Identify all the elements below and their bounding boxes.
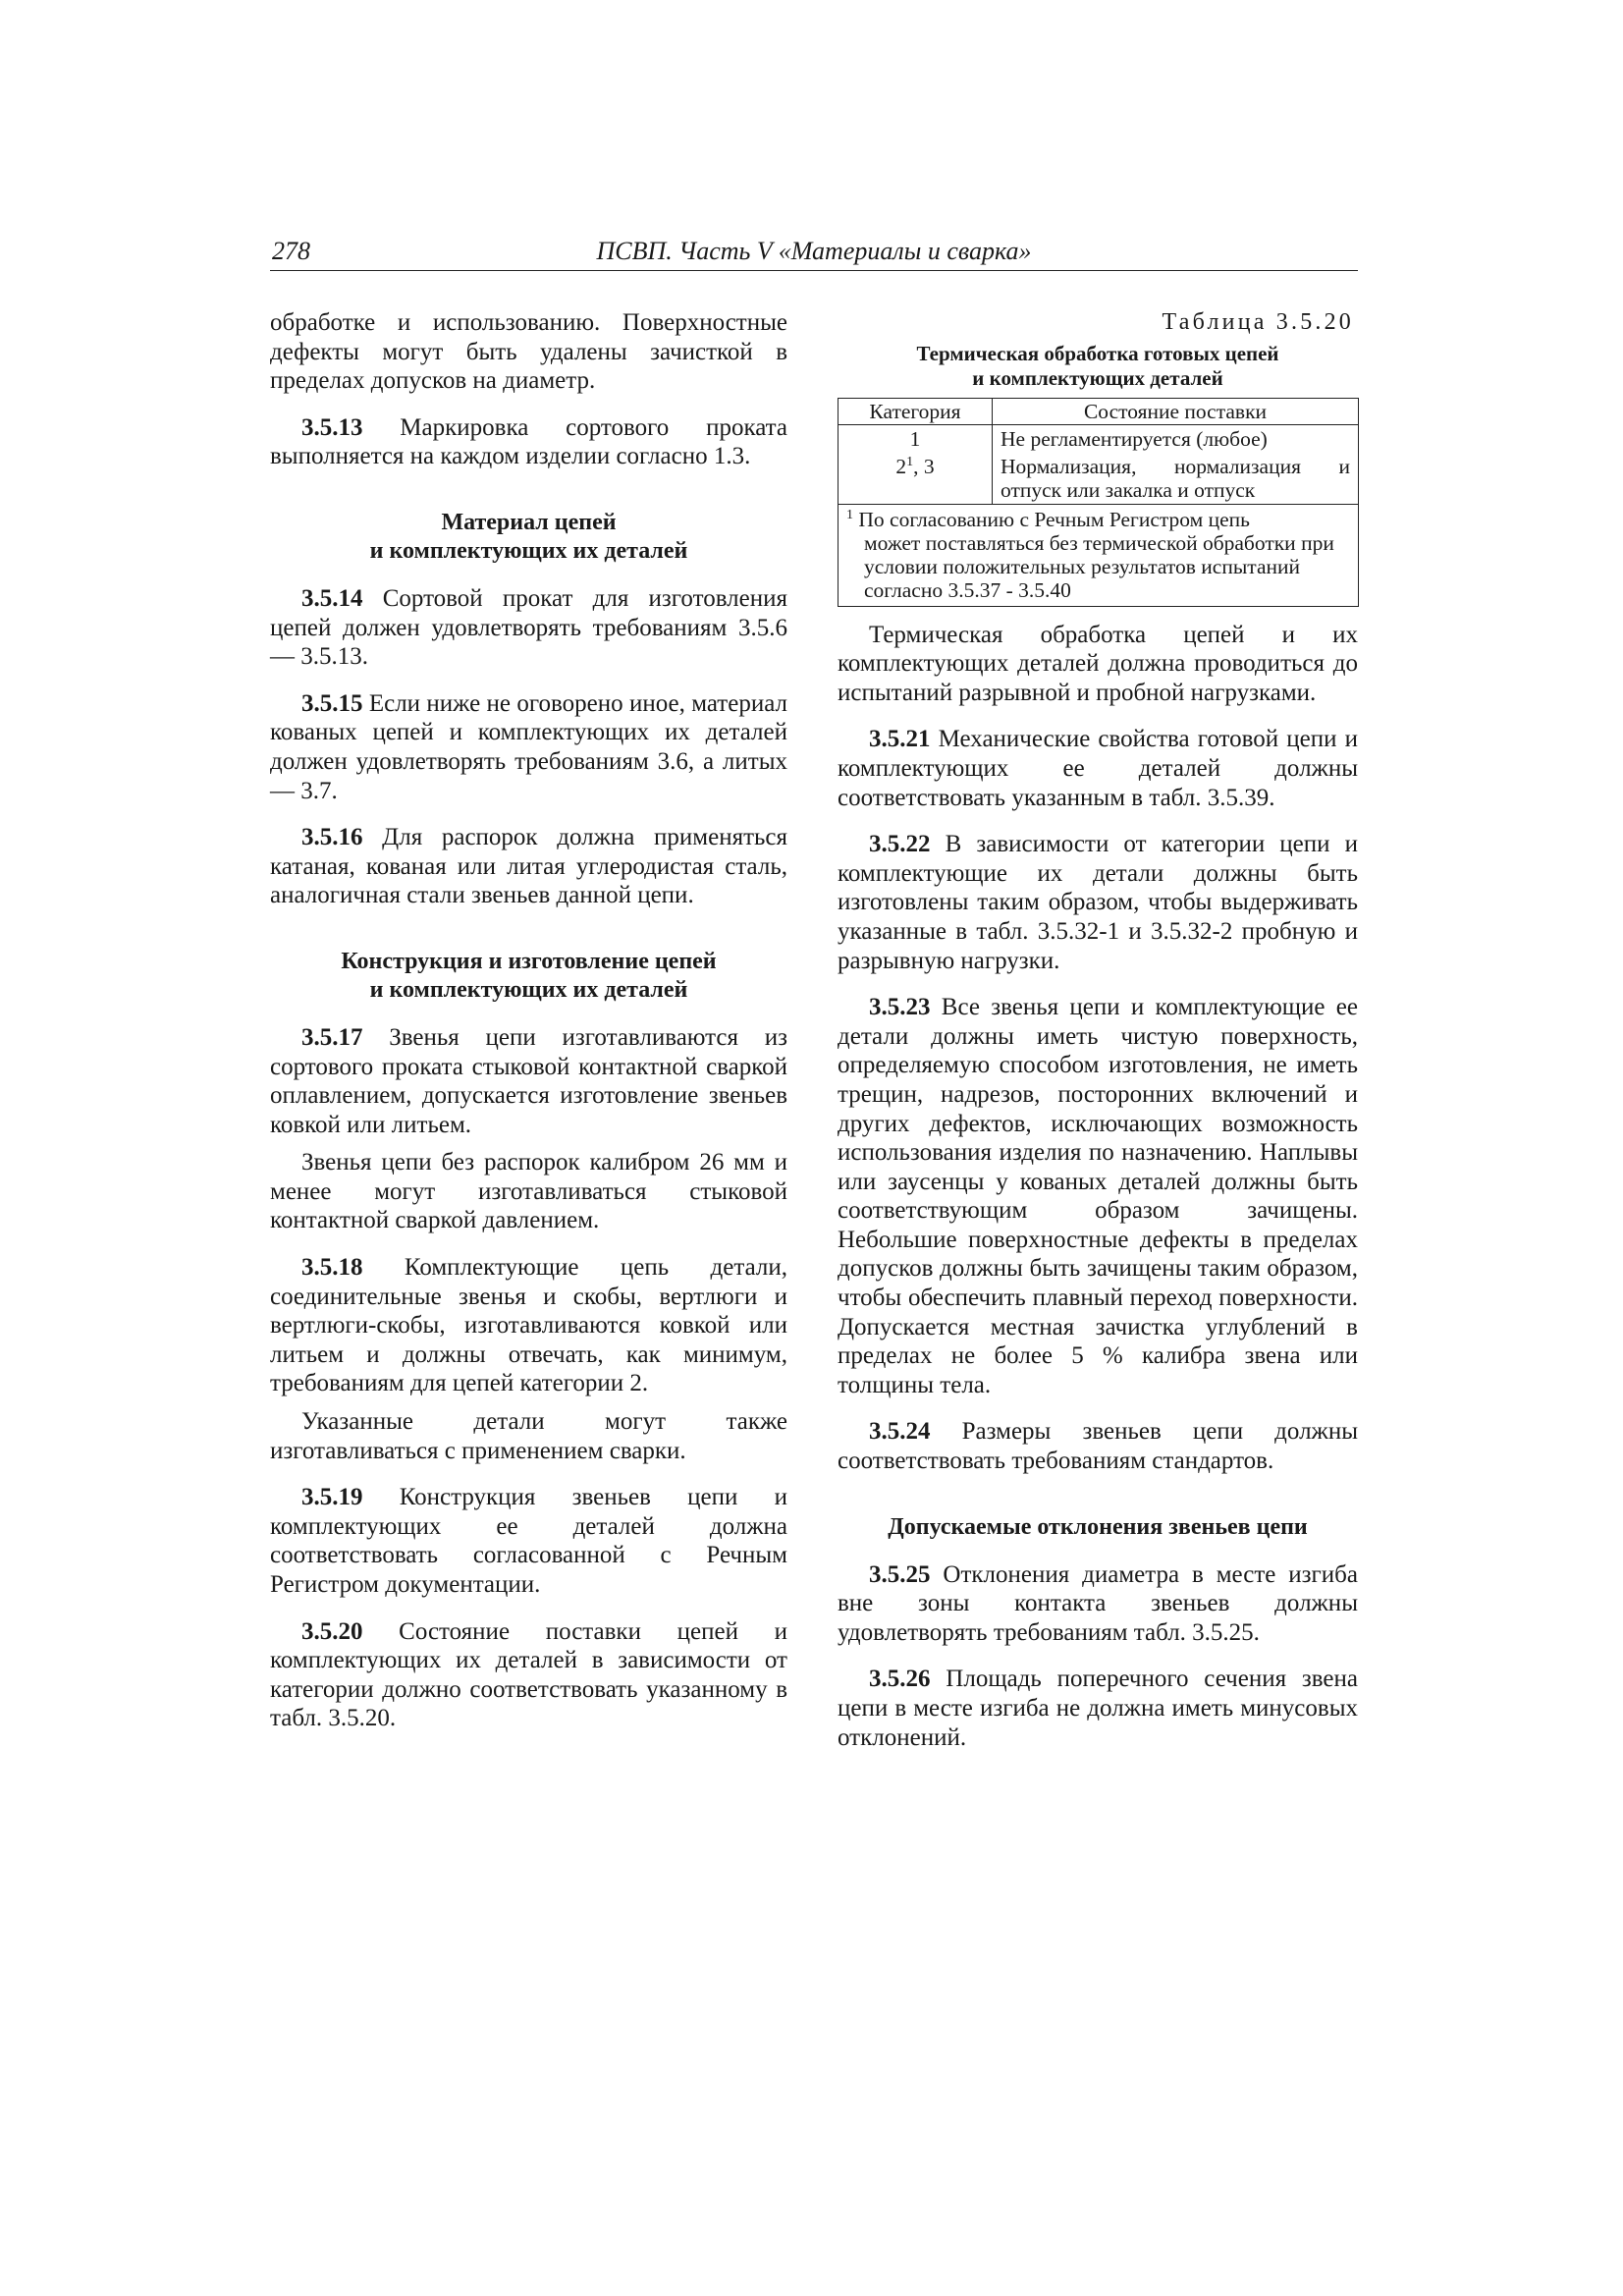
table-title-line: Термическая обработка готовых цепей bbox=[916, 341, 1279, 365]
clause-text: Маркировка сортового проката выполняется на каждом изделии согласно 1.3. bbox=[270, 413, 787, 470]
clause-number: 3.5.14 bbox=[301, 584, 363, 612]
section-heading-construction bbox=[270, 948, 787, 1005]
footnote-text: По согласованию с Речным Регистром цепь bbox=[853, 507, 1250, 531]
clause-3-5-19 bbox=[270, 1483, 787, 1599]
table-footnote-row bbox=[839, 504, 1359, 606]
cell-state: Не регламентируется (любое) bbox=[993, 424, 1359, 453]
clause-text: Размеры звеньев цепи должны соответствовать требованиям стандартов. bbox=[838, 1418, 1358, 1475]
clause-3-5-23 bbox=[838, 993, 1358, 1399]
clause-3-5-24 bbox=[838, 1417, 1358, 1475]
table-title bbox=[838, 342, 1358, 391]
clause-3-5-14 bbox=[270, 584, 787, 672]
clause-number: 3.5.22 bbox=[869, 831, 931, 858]
clause-3-5-20 bbox=[270, 1617, 787, 1733]
page-number: 278 bbox=[272, 237, 310, 265]
clause-3-5-26 bbox=[838, 1665, 1358, 1752]
heading-line: Материал цепей bbox=[441, 509, 617, 535]
cell-category: 1 bbox=[839, 424, 993, 453]
paragraph: Термическая обработка цепей и их комплектующих деталей должна проводиться до испытаний разрывной и пробной нагрузками. bbox=[838, 621, 1358, 706]
clause-text: Комплектующие цепь детали, соединительные звенья и скобы, вертлюги и вертлюги-скобы, изготавливаются ковкой или литьем и должны отвечать, как минимум, требованиям для цепей категории 2. bbox=[270, 1254, 787, 1397]
clause-3-5-16 bbox=[270, 823, 787, 910]
clause-text: Отклонения диаметра в месте изгиба вне зоны контакта звеньев должны удовлетворять требованиям табл. 3.5.25. bbox=[838, 1560, 1358, 1646]
footnote-mark: 1 bbox=[846, 507, 853, 522]
column-header-state: Состояние поставки bbox=[993, 398, 1359, 424]
clause-3-5-25 bbox=[838, 1560, 1358, 1648]
clause-number: 3.5.24 bbox=[869, 1418, 931, 1446]
running-title: ПСВП. Часть V «Материалы и сварка» bbox=[596, 237, 1032, 265]
category-value: , 3 bbox=[913, 454, 935, 478]
cell-category bbox=[839, 453, 993, 505]
clause-number: 3.5.25 bbox=[869, 1560, 931, 1588]
clause-text: Все звенья цепи и комплектующие ее детали должны иметь чистую поверхность, определяемую способом изготовления, не иметь трещин, надрезов, посторонних включений и других дефектов, исключающих возможность использования изделия по назначению. Наплывы или заусенцы у кованых деталей должны быть соответствующим образом зачищены. Небольшие поверхностные дефекты в пределах допусков должны быть зачищены таким образом, чтобы обеспечить плавный переход поверхности. Допускается местная зачистка углублений в пределах не более 5 % калибра звена или толщины тела. bbox=[838, 994, 1358, 1398]
clause-number: 3.5.16 bbox=[301, 824, 363, 851]
paragraph: Указанные детали могут также изготавливаться с применением сварки. bbox=[270, 1408, 787, 1464]
clause-text: Если ниже не оговорено иное, материал кованых цепей и комплектующих их деталей должен удовлетворять требованиям 3.6, а литых — 3.7. bbox=[270, 689, 787, 804]
heading-line: и комплектующих их деталей bbox=[369, 537, 688, 564]
column-header-category: Категория bbox=[839, 398, 993, 424]
left-column bbox=[270, 308, 787, 1751]
paragraph: Звенья цепи без распорок калибром 26 мм и менее могут изготавливаться стыковой контактной сваркой давлением. bbox=[270, 1149, 787, 1234]
paragraph-continuation: обработке и использованию. Поверхностные дефекты могут быть удалены зачисткой в пределах допусков на диаметр. bbox=[270, 309, 787, 395]
footnote-text: может поставляться без термической обработки при условии положительных результатов испытаний согласно 3.5.37 - 3.5.40 bbox=[864, 530, 1334, 602]
table-row bbox=[839, 453, 1359, 505]
table-row bbox=[839, 424, 1359, 453]
clause-text: Сортовой прокат для изготовления цепей должен удовлетворять требованиям 3.5.6 — 3.5.13. bbox=[270, 584, 787, 671]
footnote-ref: 1 bbox=[906, 454, 914, 469]
clause-number: 3.5.18 bbox=[301, 1254, 363, 1282]
clause-text: Состояние поставки цепей и комплектующих их деталей в зависимости от категории должно соответствовать указанному в табл. 3.5.20. bbox=[270, 1617, 787, 1732]
clause-text: Площадь поперечного сечения звена цепи в месте изгиба не должна иметь минусовых отклонений. bbox=[838, 1666, 1358, 1751]
cell-state: Нормализация, нормализация и отпуск или закалка и отпуск bbox=[993, 453, 1359, 505]
table-label: Таблица 3.5.20 bbox=[1162, 309, 1354, 335]
clause-3-5-17 bbox=[270, 1023, 787, 1139]
table-footnote bbox=[839, 504, 1359, 606]
clause-text: Механические свойства готовой цепи и комплектующих ее деталей должны соответствовать указанным в табл. 3.5.39. bbox=[838, 726, 1358, 811]
section-heading-materials bbox=[270, 509, 787, 566]
clause-number: 3.5.26 bbox=[869, 1666, 931, 1693]
clause-text: В зависимости от категории цепи и комплектующие их детали должны быть изготовлены таким образом, чтобы выдерживать указанные в табл. 3.5.32-1 и 3.5.32-2 пробную и разрывную нагрузки. bbox=[838, 831, 1358, 974]
clause-number: 3.5.21 bbox=[869, 726, 931, 753]
clause-3-5-15 bbox=[270, 689, 787, 805]
clause-number: 3.5.15 bbox=[301, 689, 363, 717]
clause-number: 3.5.20 bbox=[301, 1617, 363, 1645]
heading-line: и комплектующих их деталей bbox=[369, 976, 688, 1003]
clause-number: 3.5.17 bbox=[301, 1023, 363, 1051]
clause-3-5-18 bbox=[270, 1253, 787, 1398]
clause-text: Для распорок должна применяться катаная, кованая или литая углеродистая сталь, аналогичная стали звеньев данной цепи. bbox=[270, 824, 787, 909]
section-heading-deviations: Допускаемые отклонения звеньев цепи bbox=[888, 1513, 1308, 1540]
clause-number: 3.5.23 bbox=[869, 994, 931, 1021]
clause-3-5-21 bbox=[838, 725, 1358, 812]
page-header bbox=[270, 237, 1358, 271]
clause-3-5-22 bbox=[838, 830, 1358, 975]
clause-text: Звенья цепи изготавливаются из сортового проката стыковой контактной сваркой оплавлением, допускается изготовление звеньев ковкой или литьем. bbox=[270, 1023, 787, 1138]
table-header-row bbox=[839, 398, 1359, 424]
table-title-line: и комплектующих деталей bbox=[972, 365, 1223, 390]
clause-text: Конструкция звеньев цепи и комплектующих ее деталей должна соответствовать согласованной с Речным Регистром документации. bbox=[270, 1484, 787, 1598]
heat-treatment-table bbox=[838, 398, 1359, 607]
right-column bbox=[838, 308, 1358, 1770]
clause-number: 3.5.19 bbox=[301, 1484, 363, 1511]
clause-number: 3.5.13 bbox=[301, 413, 363, 441]
category-value: 2 bbox=[895, 454, 907, 478]
clause-3-5-13 bbox=[270, 413, 787, 471]
heading-line: Конструкция и изготовление цепей bbox=[341, 948, 717, 974]
